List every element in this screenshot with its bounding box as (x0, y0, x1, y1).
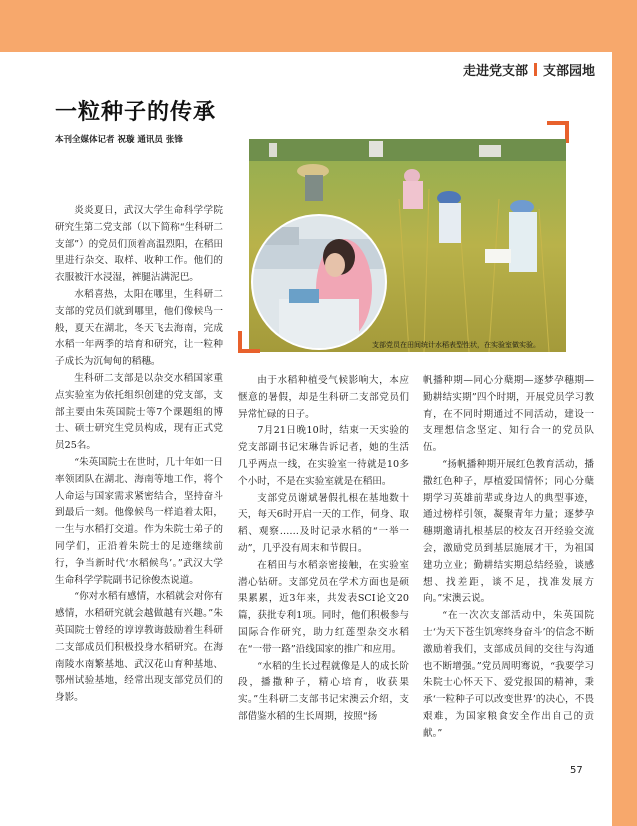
section-divider (534, 63, 537, 76)
section-left-label: 走进党支部 (462, 64, 528, 79)
paragraph: 生科研二支部是以杂交水稻国家重点实验室为依托组织创建的党支部，支部主要由朱英国院士等7个课题组的博士、硕士研究生党员构成，现有正式党员25名。 (55, 372, 223, 452)
section-right-label: 支部园地 (542, 64, 595, 79)
page-number: 57 (570, 765, 583, 776)
paragraph: 由于水稻种植受气候影响大，本应惬意的暑假，却是生科研二支部党员们异常忙碌的日子。 (238, 375, 409, 420)
article-photo (249, 139, 566, 352)
rice-field-photo (249, 139, 566, 352)
paragraph: 7月21日晚10时，结束一天实验的党支部副书记宋琳告诉记者，她的生活几乎两点一线，在实验室一待就是10多个小时，不是在实验室就是在稻田。 (238, 425, 409, 487)
paragraph: “在一次次支部活动中，朱英国院士‘为天下苍生饥寒终身奋斗’的信念不断激励着我们，支部成员间的交往与沟通也不断增强。”党员周明骞说，“我要学习朱院士心怀天下、爱党报国的精神，秉承‘一粒种子可以改变世界’的决心，不畏艰难，为国家粮食安全作出自己的贡献。” (423, 610, 594, 739)
paragraph: “朱英国院士在世时，几十年如一日率领团队在湖北、海南等地工作，将个人命运与国家需求紧密结合，坚持奋斗到最后一刻。他像候鸟一样追着太阳，一生与水稻打交道。作为朱院士弟子的同学们，正沿着朱院士的足迹继续前行，争当新时代‘水稻候鸟’。”武汉大学生命科学学院副书记徐俊杰说道。 (55, 456, 223, 586)
paragraph: “扬帆播种期开展红色教育活动，播撒红色种子，厚植爱国情怀；同心分蘖期学习英雄前辈或身边人的典型事迹，通过榜样引领，凝聚青年力量；逐梦孕穗期邀请扎根基层的校友召开经验交流会，激励党员到基层施展才干，为祖国建功立业；勤耕结实期总结经验，谈感想、找差距，谈不足，找准发展方向。”宋澳云说。 (423, 458, 594, 605)
section-label (463, 60, 595, 79)
article-title: 一粒种子的传承 (55, 100, 217, 125)
article-column-2 (238, 373, 409, 726)
article-column-1 (55, 203, 223, 707)
paragraph: “水稻的生长过程就像是人的成长阶段，播撒种子，精心培育，收获果实。”生科研二支部书记宋澳云介绍，支部借鉴水稻的生长周期，按照“扬 (238, 660, 409, 722)
right-accent-strip (612, 83, 637, 826)
paragraph: 水稻喜热，太阳在哪里，生科研二支部的党员们就到哪里，他们像候鸟一般，夏天在湖北，冬天飞去海南，完成水稻一年两季的培育和研究，让一粒种子成长为沉甸甸的稻穗。 (55, 288, 223, 368)
paragraph: 炎炎夏日，武汉大学生命科学学院研究生第二党支部（以下简称“生科研二支部”）的党员们顶着高温烈阳，在稻田里进行杂交、取样、收种工作。他们的衣服被汗水浸湿，裤腿沾满泥巴。 (55, 205, 223, 284)
article-byline: 本刊全媒体记者 祝璇 通讯员 张锋 (55, 135, 183, 145)
paragraph: “你对水稻有感情，水稻就会对你有感情，水稻研究就会越做越有兴趣。”朱英国院士曾经的谆谆教诲鼓励着生科研二支部成员们积极投身水稻研究。在海南陵水南繁基地、武汉花山育种基地、鄂州试验基地，经常出现支部党员们的身影。 (55, 591, 223, 704)
photo-caption: 支部党员在田间统计水稻表型性状，在实验室做实验。 (372, 341, 540, 349)
paragraph: 支部党员谢斌暑假扎根在基地数十天，每天6时开启一天的工作，伺身、取稻、观察……及时记录水稻的“一举一动”，几乎没有周末和节假日。 (238, 492, 409, 554)
article-column-3 (423, 373, 594, 743)
paragraph: 在稻田与水稻亲密接触，在实验室潜心钻研。支部党员在学术方面也是硕果累累，近3年来，共发表SCI论文20篇，获批专利1项。同时，他们积极参与国际合作研究，助力红莲型杂交水稻在“一带一路”沿线国家的推广和应用。 (238, 559, 409, 655)
paragraph: 帆播种期—同心分蘖期—逐梦孕穗期—勤耕结实期”四个时期，开展党员学习教育，在不同时期通过不同活动，建设一支理想信念坚定、知行合一的党员队伍。 (423, 375, 594, 454)
photo-corner-bottom-left (238, 331, 260, 353)
